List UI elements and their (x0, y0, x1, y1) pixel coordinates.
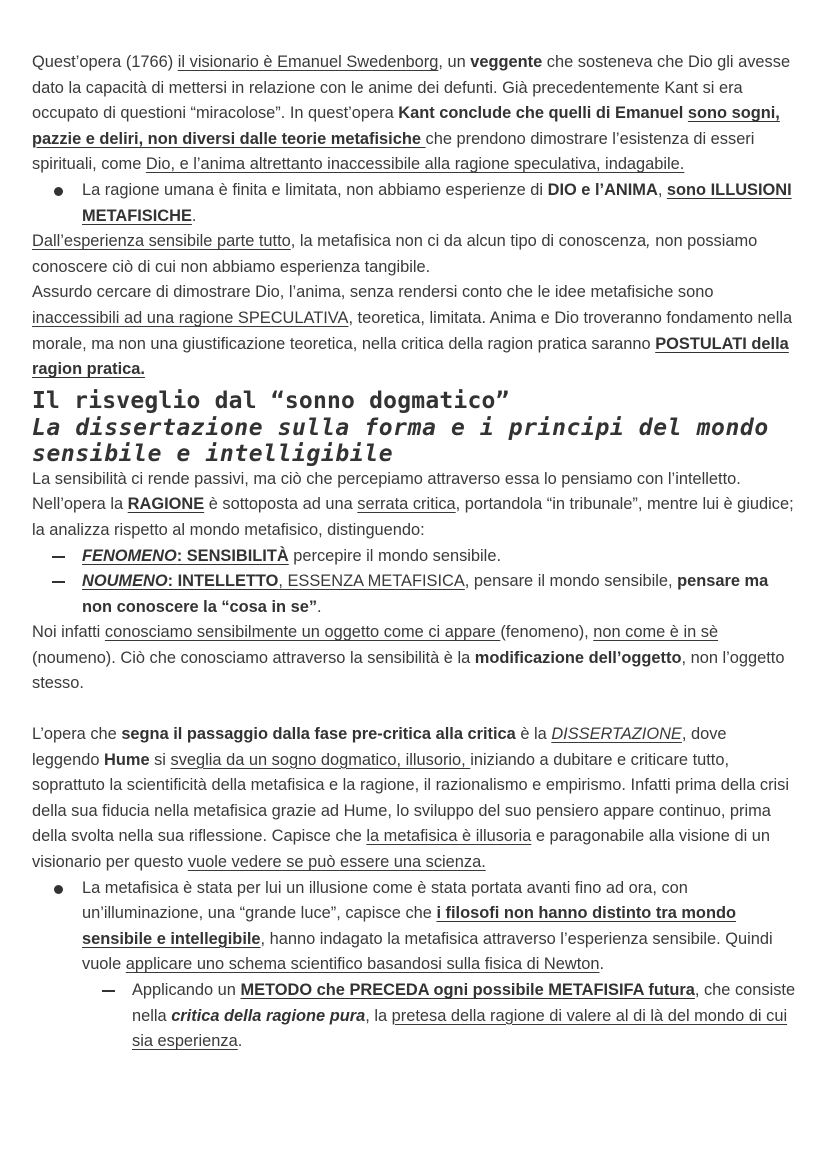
text: , teoretica, limitata. Anima e Dio troveranno fondamento nella morale, ma non una giustificazione teoretica, nella critica della ragion pratica saranno (32, 308, 793, 353)
text: è la (515, 725, 552, 744)
text: , dove leggendo (32, 725, 727, 769)
text: Noi infatti (32, 623, 105, 642)
text: che prendono dimostrare l’esistenza di esseri spirituali, come (32, 129, 755, 174)
text: e paragonabile alla visione di un visionario per questo (32, 827, 771, 872)
underlined-text: vuole vedere se può essere una scienza. (187, 853, 486, 872)
italic-text: critica della ragione pura (171, 1006, 366, 1025)
paragraph-dissertazione (32, 722, 798, 876)
bold-underlined-text: sono ILLUSIONI METAFISICHE (82, 180, 792, 225)
list-item (32, 876, 798, 1055)
underlined-text: inaccessibili ad una ragione SPECULATIVA (32, 308, 349, 327)
text: , pensare il mondo sensibile, (464, 572, 678, 591)
bold-text: Kant conclude che quelli di Emanuel (398, 104, 688, 123)
bold-underlined-text: sono sogni, pazzie e deliri, non diversi dalle teorie metafisiche (32, 104, 780, 148)
underlined-text: applicare uno schema scientifico basandosi sulla fisica di Newton (125, 955, 600, 974)
text: percepire il mondo sensibile. (288, 546, 501, 565)
text: L’opera che (32, 725, 122, 744)
text: . (237, 1032, 243, 1051)
text: Quest’opera (1766) (32, 53, 178, 71)
bold-underlined-text: : SENSIBILITÀ (176, 546, 289, 565)
underlined-text: , ESSENZA METAFISICA (278, 572, 465, 591)
text: , che consiste nella (132, 981, 796, 1025)
underlined-text: non come è in sè (593, 623, 719, 642)
text: , hanno indagato la metafisica attraverso l’esperienza sensibile. Quindi vuole (82, 929, 773, 974)
bold-underlined-text: POSTULATI della ragion pratica. (32, 334, 789, 379)
bold-italic-underlined-text (82, 572, 168, 590)
text: (noumeno). Ciò che conosciamo attraverso la sensibilità è la (32, 648, 475, 667)
italic-text: NOUMENO (82, 572, 168, 591)
bold-underlined-text: METODO che PRECEDA ogni possibile METAFISIFA futura (240, 981, 695, 999)
bold-underlined-text: RAGIONE (127, 495, 205, 514)
paragraph-ragione (32, 492, 798, 543)
text: , (657, 180, 667, 199)
italic-text: , (646, 232, 651, 251)
underlined-text: Dio, e l’anima altrettanto inaccessibile alla ragione speculativa, indagabile. (145, 155, 685, 174)
paragraph-esperienza (32, 229, 798, 280)
text: . (317, 597, 322, 616)
text: . (191, 206, 197, 225)
list-item-noumeno (32, 569, 798, 620)
paragraph-assurdo (32, 280, 798, 382)
bold-italic-text (171, 1007, 365, 1025)
bullet-list (32, 178, 798, 229)
dash-list (32, 544, 798, 621)
underlined-text: il visionario è Emanuel Swedenborg (177, 53, 439, 71)
text: . (599, 955, 605, 974)
paragraph-swedenborg (32, 50, 798, 178)
bold-text: Hume (104, 750, 150, 769)
bold-underlined-text: i filosofi non hanno distinto tra mondo sensibile e intellegibile (82, 904, 736, 948)
paragraph-conosciamo (32, 620, 798, 697)
text: , la (365, 1006, 392, 1025)
text: , un (438, 53, 471, 71)
text: Assurdo cercare di dimostrare Dio, l’anima, senza rendersi conto che le idee metafisiche sono (32, 283, 714, 302)
italic-text: FENOMENO (82, 546, 177, 565)
section-subheading: La dissertazione sulla forma e i principi del mondo sensibile e intelligibile (32, 414, 769, 467)
bold-underlined-text: : INTELLETTO (167, 572, 279, 591)
bold-text: segna il passaggio dalla fase pre-critica alla critica (121, 725, 516, 744)
bullet-list (32, 876, 798, 1055)
section-heading: Il risveglio dal “sonno dogmatico” (32, 387, 510, 414)
text: Nell’opera la (32, 495, 128, 514)
text: è sottoposta ad una (204, 495, 358, 514)
bold-text: veggente (470, 53, 543, 71)
list-item (32, 178, 798, 229)
text: , portandola “in tribunale”, mentre lui è giudice; la analizza rispetto al mondo metafisico, distinguendo: (32, 495, 794, 539)
bold-text: modificazione dell’oggetto (474, 648, 682, 667)
text: La metafisica è stata per lui un illusione come è stata portata avanti fino ad ora, con un’illuminazione, una “grande luce”, capisce che (82, 878, 688, 923)
underlined-text: Dall’esperienza sensibile parte tutto (32, 232, 291, 251)
underlined-text: sveglia da un sogno dogmatico, illusorio, (170, 750, 471, 769)
italic-underlined-text: DISSERTAZIONE (551, 725, 682, 744)
text: La ragione umana è finita e limitata, non abbiamo esperienze di (82, 180, 548, 199)
text: iniziando a dubitare e criticare tutto, soprattuto la scientificità della metafisica e la ragione, il razionalismo e empirismo. Infatti prima della crisi della sua fiducia nella metafisica grazie ad Hume, lo sviluppo del suo pensiero appare continuo, prima della svolta nella sua riflessione. Capisce che (32, 750, 790, 846)
underlined-text: pretesa della ragione di valere al di là del mondo di cui sia esperienza (132, 1006, 788, 1051)
text: si (149, 750, 171, 769)
list-item (82, 978, 798, 1055)
paragraph-sensibilita: La sensibilità ci rende passivi, ma ciò che percepiamo attraverso essa lo pensiamo con l’intelletto. (32, 469, 741, 488)
text: che sosteneva che Dio gli avesse dato la capacità di mettersi in relazione con le anime dei defunti. Già precedentemente Kant si era occupato di questioni “miracolose”. In quest’opera (32, 53, 791, 123)
bold-text: pensare ma non conoscere la “cosa in se” (82, 572, 769, 616)
text: Applicando un (132, 981, 241, 999)
underlined-text: conosciamo sensibilmente un oggetto come ci appare (104, 623, 501, 642)
nested-dash-list (82, 978, 798, 1055)
bold-italic-underlined-text (82, 547, 177, 565)
spacer (32, 697, 798, 722)
text: (fenomeno), (500, 623, 594, 642)
underlined-text: serrata critica (357, 495, 456, 514)
text: , la metafisica non ci da alcun tipo di conoscenza (290, 232, 647, 251)
text: , non l’oggetto stesso. (32, 648, 785, 693)
bold-text: DIO e l’ANIMA (547, 180, 658, 199)
text: non possiamo conoscere ciò di cui non abbiamo esperienza tangibile. (32, 232, 758, 276)
list-item-fenomeno (32, 544, 798, 570)
underlined-text: la metafisica è illusoria (366, 827, 532, 846)
